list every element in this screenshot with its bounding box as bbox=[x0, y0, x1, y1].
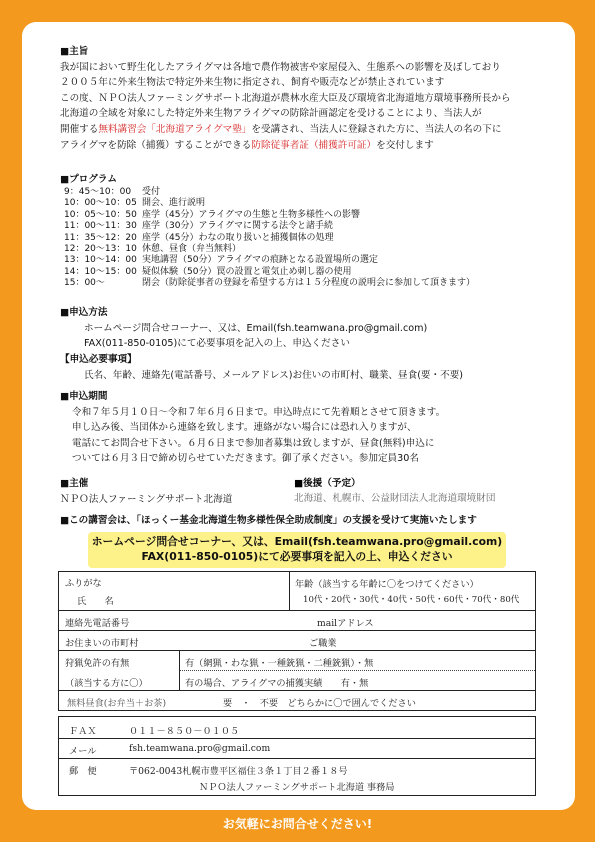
fax-label: ＦＡＸ bbox=[69, 726, 97, 737]
mail-address: fsh.teamwana.pro@gmail.com bbox=[129, 743, 271, 754]
period-heading: ■申込期間 bbox=[60, 391, 108, 402]
sponsor-heading: ■後援（予定） bbox=[294, 478, 361, 489]
purpose-heading: ■主旨 bbox=[60, 46, 89, 57]
permit-name: 防除従事者証（捕獲許可証） bbox=[251, 139, 377, 151]
capture-options[interactable]: 有の場合、アライグマの捕獲実績 有・無 bbox=[185, 678, 369, 689]
purpose-line: 我が国において野生化したアライグマは各地で農作物被害や家屋侵入、生態系への影響を及ぼしており bbox=[60, 61, 501, 73]
program-row: 14：10〜15：00 疑似体験（50分）罠の設置と電気止め刺し器の使用 bbox=[64, 266, 352, 277]
apply-line: FAX(011-850-0105)にて必要事項を記入の上、申込ください bbox=[84, 338, 350, 350]
program-row: 10：00〜10：05 開会、進行説明 bbox=[64, 198, 206, 209]
program-row: 9：45〜10：00 受付 bbox=[64, 187, 161, 197]
city-label: お住まいの市町村 bbox=[65, 638, 139, 649]
office-name: ＮＰＯ法人ファーミングサポート北海道 事務局 bbox=[199, 782, 395, 793]
course-name: 無料講習会「北海道アライグマ塾」 bbox=[98, 123, 252, 135]
grant-note: ■この講習会は、「ほっくー基金北海道生物多様性保全助成制度」の支援を受けて実施いたします bbox=[60, 515, 477, 526]
program-row: 11：00〜11：30 座学（30分）アライグマに関する法令と諸手続 bbox=[64, 221, 334, 232]
job-label: ご職業 bbox=[309, 638, 337, 649]
post-address: 〒062-0043札幌市豊平区福住３条１丁目２番１８号 bbox=[129, 766, 348, 777]
apply-heading: ■申込方法 bbox=[60, 307, 108, 318]
organizer-section bbox=[60, 476, 232, 507]
contact-banner bbox=[88, 532, 506, 568]
organizer-value: ＮＰＯ法人ファーミングサポート北海道 bbox=[60, 493, 233, 505]
period-line: 申し込み後、当団体から連絡を致します。連絡がない場合には恐れ入りますが、 bbox=[72, 422, 417, 434]
purpose-line: アライグマを防除（捕獲）することができる防除従事者証（捕獲許可証）を交付します bbox=[60, 139, 434, 151]
program-row: 10：05〜10：50 座学（45分）アライグマの生態と生物多様性への影響 bbox=[64, 209, 361, 220]
age-label: 年齢（該当する年齢に〇をつけてください） bbox=[295, 579, 479, 590]
banner-line: FAX(011-850-0105)にて必要事項を記入の上、申込ください bbox=[141, 550, 453, 563]
period-line: ついては６月３日で締め切らせていただきます。御了承ください。参加定員30名 bbox=[72, 453, 419, 465]
organizer-heading: ■主催 bbox=[60, 478, 89, 489]
required-section bbox=[60, 352, 463, 383]
application-form bbox=[58, 571, 536, 711]
mail-label: メール bbox=[69, 746, 97, 757]
sponsor-section bbox=[294, 476, 495, 506]
purpose-section bbox=[60, 44, 511, 153]
lunch-options[interactable]: 要 ・ 不要 どちらかに〇で囲んでください bbox=[223, 698, 416, 709]
mail-label: mailアドレス bbox=[317, 618, 374, 629]
program-schedule bbox=[60, 187, 475, 290]
license-label: 狩猟免許の有無 bbox=[65, 658, 130, 669]
required-line: 氏名、年齢、連絡先(電話番号、メールアドレス)お住いの市町村、職業、昼食(要・不要) bbox=[84, 369, 464, 381]
required-heading: 【申込必要事項】 bbox=[60, 354, 137, 365]
program-row: 13：10〜14：00 実地講習（50分）アライグマの痕跡となる設置場所の選定 bbox=[64, 255, 379, 266]
license-options[interactable]: 有（網猟・わな猟・一種銃猟・二種銃猟）・無 bbox=[185, 658, 374, 669]
purpose-line: ２００５年に外来生物法で特定外来生物に指定され、飼育や販売などが禁止されています bbox=[60, 77, 445, 89]
banner-line: ホームページ問合せコーナー、又は、Email(fsh.teamwana.pro@gmail.com) bbox=[91, 535, 503, 548]
lunch-label: 無料昼食(お弁当＋お茶) bbox=[67, 698, 167, 709]
program-row: 11：35〜12：20 座学（45分）わなの取り扱いと捕獲個体の処理 bbox=[64, 232, 334, 243]
phone-label: 連絡先電話番号 bbox=[65, 618, 130, 629]
purpose-line: 開催する無料講習会「北海道アライグマ塾」を受講され、当法人に登録された方に、当法人の名の下に bbox=[60, 123, 502, 135]
apply-line: ホームページ問合せコーナー、又は、Email(fsh.teamwana.pro@gmail.com) bbox=[84, 322, 428, 334]
purpose-line: 北海道の全域を対象にした特定外来生物アライグマの防除計画認定を受けることにより、当法人が bbox=[60, 108, 482, 120]
sponsor-value: 北海道、札幌市、公益財団法人北海道環境財団 bbox=[294, 493, 496, 504]
footer-message: お気軽にお問合せください! bbox=[222, 817, 373, 831]
purpose-line: この度、ＮＰＯ法人ファーミングサポート北海道が農林水産大臣及び環境省北海道地方環境事務所長から bbox=[60, 92, 511, 104]
period-section bbox=[60, 389, 445, 467]
name-label: 氏 名 bbox=[77, 596, 114, 607]
program-heading: ■プログラム bbox=[60, 174, 117, 185]
period-line: 電話にてお問合せ下さい。６月６日まで参加者募集は致しますが、昼食(無料)申込に bbox=[72, 437, 435, 449]
post-label: 郵 便 bbox=[69, 766, 97, 777]
license-note: （該当する方に〇） bbox=[65, 678, 148, 689]
furigana-label: ふりがな bbox=[65, 578, 102, 589]
period-line: 令和７年５月１０日〜令和７年６月６日まで。申込時点にて先着順とさせて頂きます。 bbox=[72, 406, 446, 418]
program-row: 12：20〜13：10 休憩、昼食（弁当無料） bbox=[64, 244, 242, 255]
fax-number: ０１１－８５０－０１０５ bbox=[129, 726, 240, 737]
program-row: 15：00〜 閉会（防除従事者の登録を希望する方は１５分程度の説明会に参加して頂きます） bbox=[64, 278, 476, 289]
apply-section bbox=[60, 305, 427, 352]
age-options[interactable]: 10代・20代・30代・40代・50代・60代・70代・80代 bbox=[303, 595, 520, 605]
contact-box bbox=[58, 716, 536, 796]
